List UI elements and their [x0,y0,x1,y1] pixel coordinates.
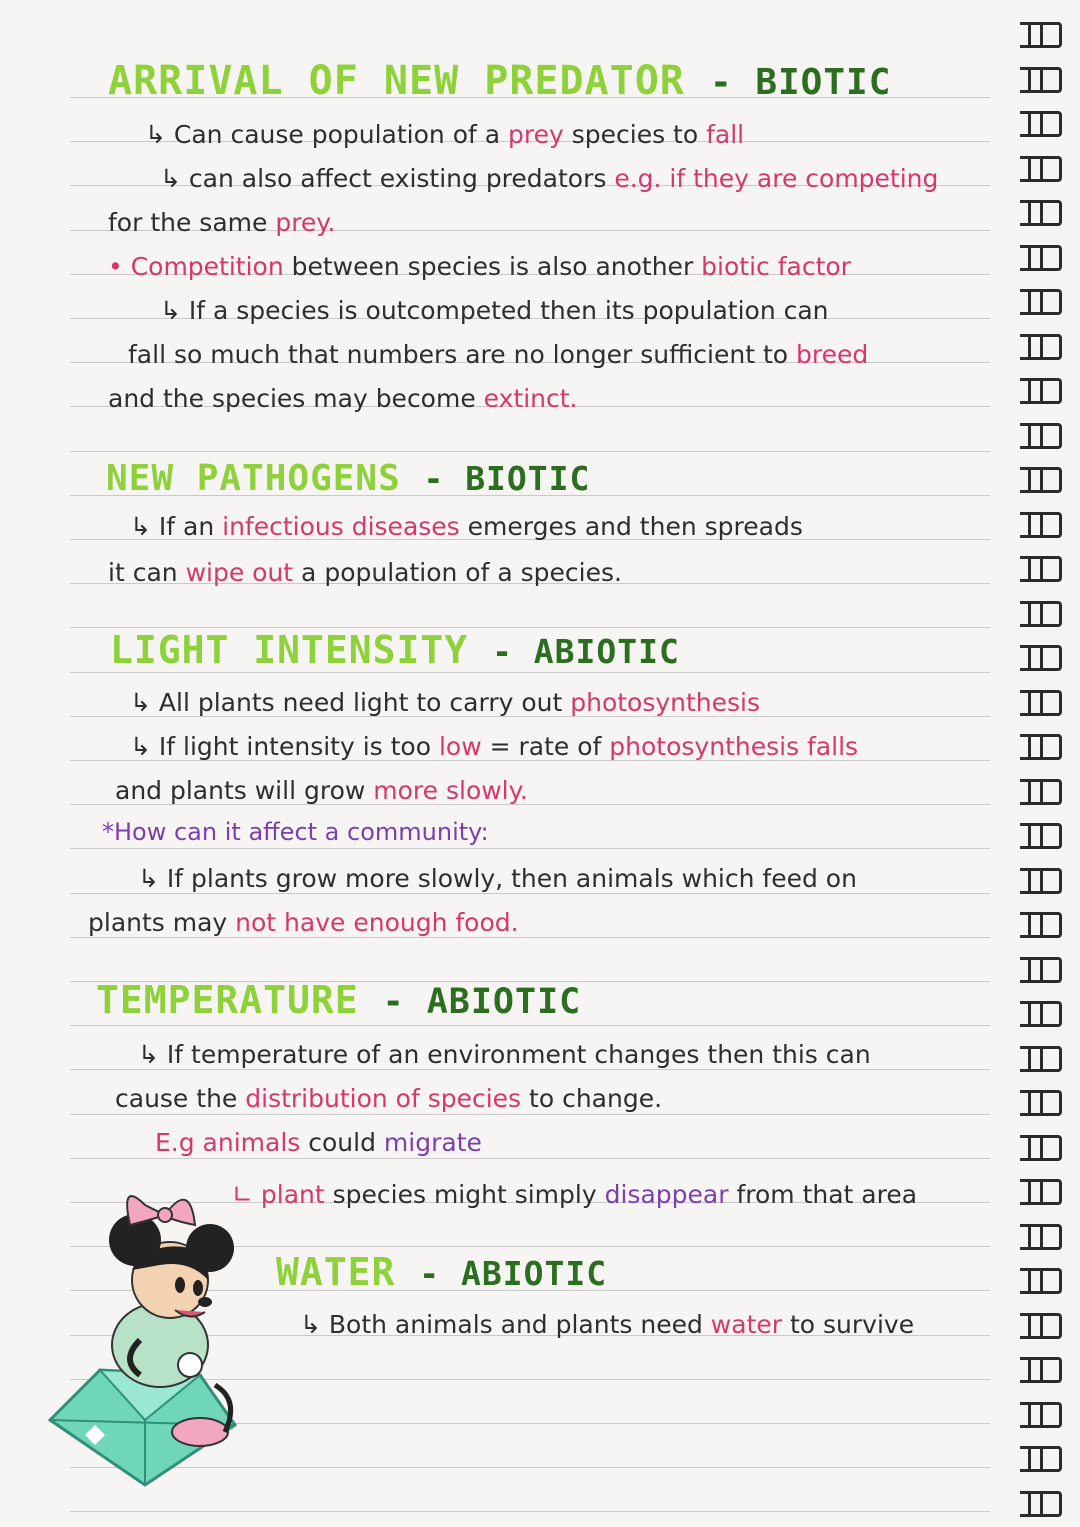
heading-main: LIGHT INTENSITY [110,628,469,672]
spiral-ring [1020,957,1062,983]
ruled-line [70,672,990,673]
spiral-ring [1020,245,1062,271]
spiral-ring [1020,1179,1062,1205]
note-question [102,818,489,846]
text: ↳ Both animals and plants need [300,1310,711,1339]
spiral-ring [1020,423,1062,449]
highlight: extinct. [483,384,578,413]
note-line [108,208,335,237]
highlight: breed [796,340,869,369]
highlight: photosynthesis [570,688,761,717]
spiral-ring [1020,601,1062,627]
spiral-ring [1020,334,1062,360]
text: to survive [782,1310,915,1339]
text: from that area [728,1180,918,1209]
text: it can [108,558,186,587]
highlight: infectious diseases [222,512,460,541]
text: ↳ If a species is outcompeted then its population can [160,296,829,325]
spiral-ring [1020,22,1062,48]
note-line [138,1040,871,1069]
spiral-ring [1020,1446,1062,1472]
ruled-line [70,848,990,849]
note-line [130,732,858,761]
spiral-ring [1020,1357,1062,1383]
note-line [130,512,803,541]
spiral-ring [1020,111,1062,137]
heading-type: - ABIOTIC [382,982,582,1022]
note-line [232,1180,917,1209]
spiral-ring [1020,1001,1062,1027]
ruled-line [70,1114,990,1115]
highlight: ∟ plant [232,1180,325,1209]
heading-main: ARRIVAL OF NEW PREDATOR [108,58,685,104]
note-line [160,164,938,193]
text: to change. [521,1084,663,1113]
highlight: low [438,732,482,761]
highlight: prey [508,120,564,149]
spiral-ring [1020,556,1062,582]
text: between species is also another [283,252,702,281]
heading-main: WATER [276,1250,396,1294]
spiral-ring [1020,200,1062,226]
text: and the species may become [108,384,484,413]
highlight-purple: disappear [604,1180,729,1209]
heading-main: NEW PATHOGENS [106,458,401,499]
text: and plants will grow [115,776,374,805]
heading-light-intensity [110,628,680,672]
spiral-ring [1020,1090,1062,1116]
heading-type: - BIOTIC [423,459,591,498]
spiral-ring [1020,779,1062,805]
heading-type: - BIOTIC [709,62,892,103]
highlight: wipe out [185,558,294,587]
ruled-line [70,937,990,938]
highlight: fall [706,120,745,149]
ruled-line [70,1158,990,1159]
note-line [115,1084,662,1113]
heading-temperature [96,978,581,1022]
spiral-ring [1020,289,1062,315]
ruled-line [70,1025,990,1026]
text: ↳ Can cause population of a [145,120,509,149]
question-text: *How can it affect a community: [102,818,489,846]
note-line [115,776,528,805]
highlight: more slowly. [373,776,528,805]
note-line [108,384,578,413]
spiral-ring [1020,645,1062,671]
highlight: water [710,1310,783,1339]
highlight: • Competition [108,252,284,281]
spiral-ring [1020,1224,1062,1250]
highlight: photosynthesis falls [609,732,859,761]
spiral-ring [1020,1313,1062,1339]
ruled-line [70,893,990,894]
highlight: E.g animals [155,1128,301,1157]
spiral-ring [1020,823,1062,849]
note-line [160,296,829,325]
spiral-ring [1020,67,1062,93]
text: ↳ All plants need light to carry out [130,688,571,717]
spiral-ring [1020,467,1062,493]
heading-water [276,1250,607,1294]
heading-new-pathogens [106,458,590,499]
text: fall so much that numbers are no longer sufficient to [128,340,796,369]
highlight: not have enough food. [235,908,519,937]
text: species might simply [324,1180,605,1209]
spiral-ring [1020,156,1062,182]
text: ↳ If an [130,512,223,541]
text: ↳ can also affect existing predators [160,164,615,193]
text: cause the [115,1084,246,1113]
heading-type: - ABIOTIC [492,632,680,671]
ruled-line [70,1069,990,1070]
highlight: e.g. if they are competing [614,164,939,193]
spiral-ring [1020,868,1062,894]
text: for the same [108,208,276,237]
text: plants may [88,908,236,937]
ruled-line [70,1511,990,1512]
text: = rate of [481,732,610,761]
spiral-ring [1020,1491,1062,1517]
spiral-ring [1020,690,1062,716]
spiral-ring [1020,378,1062,404]
spiral-binding [1000,0,1080,1527]
note-line [155,1128,482,1157]
spiral-ring [1020,512,1062,538]
note-line [130,688,760,717]
text: emerges and then spreads [459,512,803,541]
note-line [145,120,744,149]
note-line [138,864,857,893]
note-line [128,340,868,369]
text: species to [563,120,707,149]
spiral-ring [1020,734,1062,760]
text: a population of a species. [293,558,622,587]
note-line [108,558,622,587]
heading-type: - ABIOTIC [419,1254,608,1293]
note-line [108,252,851,281]
spiral-ring [1020,1046,1062,1072]
highlight: distribution of species [245,1084,522,1113]
mouse-sticker-icon [40,1170,270,1490]
spiral-ring [1020,1402,1062,1428]
text: ↳ If light intensity is too [130,732,439,761]
ruled-line [70,451,990,452]
spiral-ring [1020,912,1062,938]
note-line [88,908,519,937]
text: could [300,1128,384,1157]
highlight: prey. [275,208,336,237]
spiral-ring [1020,1268,1062,1294]
note-line [300,1310,914,1339]
highlight: biotic factor [701,252,851,281]
text: ↳ If plants grow more slowly, then animals which feed on [138,864,857,893]
highlight-purple: migrate [383,1128,482,1157]
text: ↳ If temperature of an environment changes then this can [138,1040,871,1069]
heading-main: TEMPERATURE [96,978,359,1022]
heading-arrival-new-predator [108,58,891,104]
spiral-ring [1020,1135,1062,1161]
